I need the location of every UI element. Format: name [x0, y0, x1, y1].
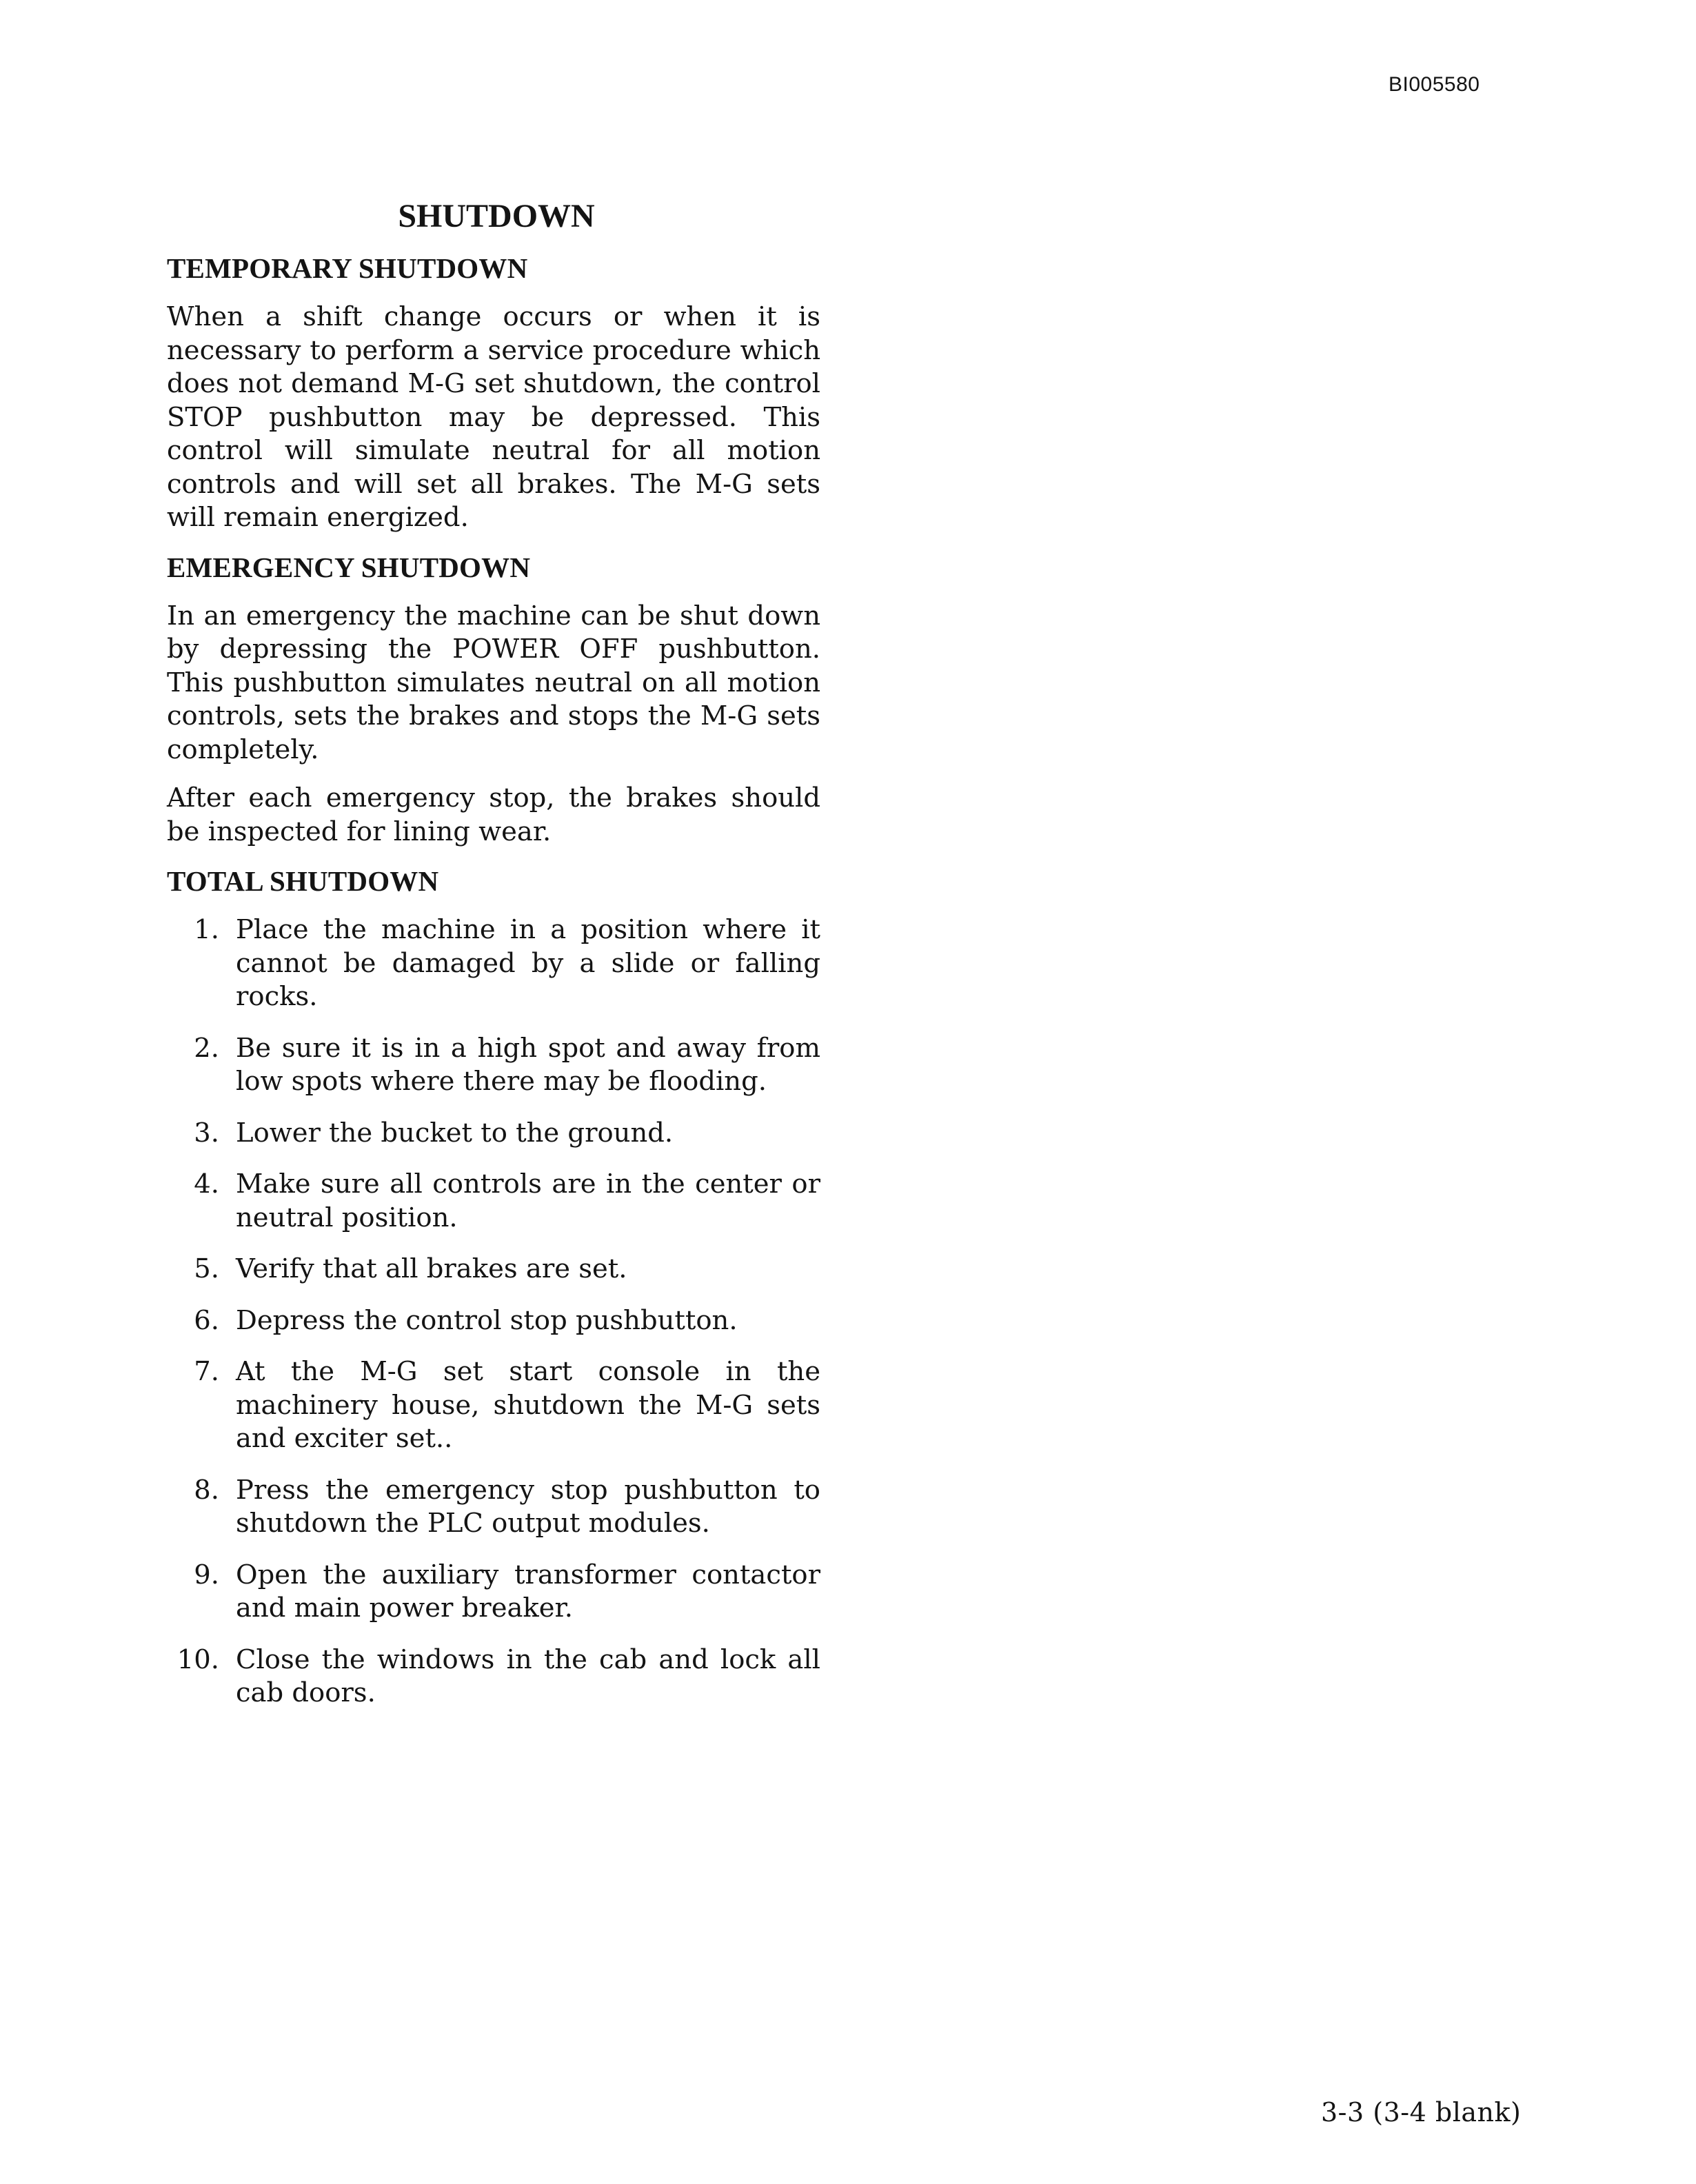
brake-inspection-paragraph: After each emergency stop, the brakes should be inspected for lining wear. — [167, 782, 820, 847]
step-number: 1. — [194, 914, 219, 945]
step-text: Be sure it is in a high spot and away from low spots where there may be flooding. — [236, 1032, 820, 1097]
shutdown-step — [167, 1168, 820, 1235]
step-number: 4. — [194, 1169, 219, 1200]
shutdown-step — [167, 1304, 820, 1338]
step-text: Place the machine in a position where it cannot be damaged by a slide or falling rocks. — [236, 914, 820, 1012]
emergency-shutdown-paragraph: In an emergency the machine can be shut down by depressing the POWER OFF pushbutton. This pushbutton simulates neutral on all motion controls, sets the brakes and stops the M-G sets completely. — [167, 600, 820, 765]
step-number: 6. — [194, 1304, 219, 1336]
shutdown-step — [167, 1032, 820, 1099]
emergency-shutdown-heading: EMERGENCY SHUTDOWN — [167, 551, 531, 583]
total-shutdown-heading: TOTAL SHUTDOWN — [167, 865, 439, 897]
total-shutdown-section — [167, 864, 820, 1710]
step-number: 3. — [194, 1117, 219, 1149]
shutdown-step — [167, 913, 820, 1014]
step-number: 7. — [194, 1356, 219, 1387]
step-text: Close the windows in the cab and lock all cab doors. — [236, 1644, 820, 1708]
shutdown-step — [167, 1559, 820, 1626]
step-text: Make sure all controls are in the center or neutral position. — [236, 1169, 820, 1233]
step-number: 8. — [194, 1474, 219, 1506]
step-number: 10. — [176, 1644, 219, 1675]
step-text: Open the auxiliary transformer contactor and main power breaker. — [236, 1559, 820, 1624]
temporary-shutdown-heading: TEMPORARY SHUTDOWN — [167, 252, 528, 284]
page-title: SHUTDOWN — [398, 198, 595, 234]
shutdown-step — [167, 1644, 820, 1710]
temporary-shutdown-paragraph: When a shift change occurs or when it is necessary to perform a service procedure which does not demand M-G set shutdown, the control STOP pushbutton may be depressed. This control will simulate neutral for all motion controls and will set all brakes. The M-G sets will remain energized. — [167, 301, 820, 533]
step-text: Lower the bucket to the ground. — [236, 1117, 674, 1149]
step-text: Press the emergency stop pushbutton to shutdown the PLC output modules. — [236, 1474, 820, 1539]
shutdown-step — [167, 1474, 820, 1541]
content-column — [167, 196, 820, 1728]
shutdown-steps-list — [167, 913, 820, 1710]
shutdown-step — [167, 1253, 820, 1286]
step-text: Depress the control stop pushbutton. — [236, 1304, 738, 1336]
step-number: 2. — [194, 1032, 219, 1064]
step-number: 5. — [194, 1253, 219, 1284]
step-number: 9. — [194, 1559, 219, 1590]
page-number: 3-3 (3-4 blank) — [1321, 2097, 1522, 2127]
step-text: Verify that all brakes are set. — [236, 1253, 627, 1284]
step-text: At the M-G set start console in the machinery house, shutdown the M-G sets and exciter set.. — [236, 1356, 820, 1454]
emergency-shutdown-section — [167, 550, 820, 849]
document-id: BI005580 — [1389, 73, 1480, 96]
shutdown-step — [167, 1117, 820, 1151]
shutdown-step — [167, 1355, 820, 1456]
temporary-shutdown-section — [167, 251, 820, 535]
